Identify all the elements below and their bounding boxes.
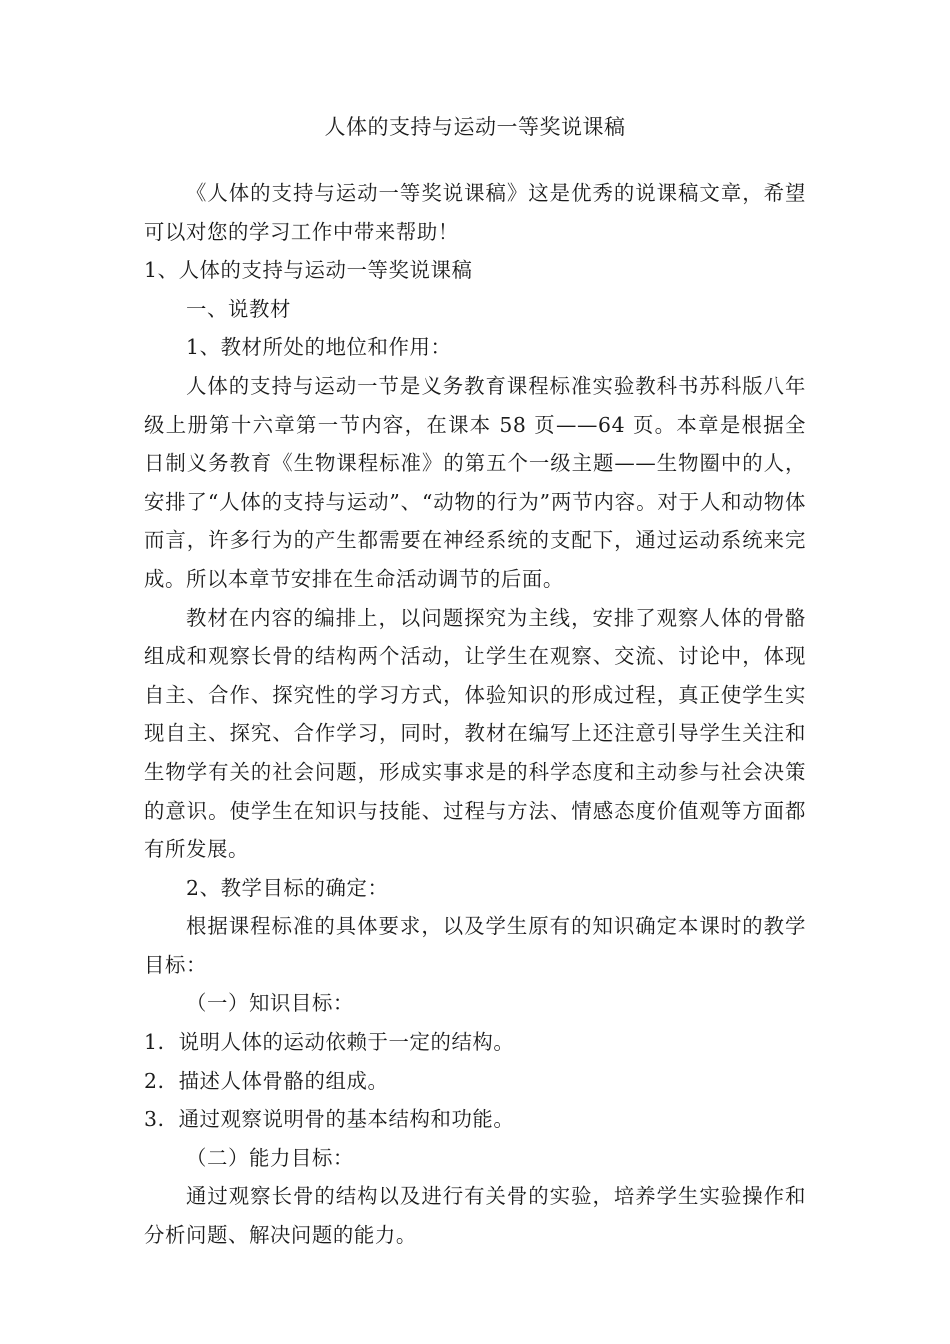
document-body: [144, 174, 806, 1255]
body-paragraph: 教材在内容的编排上，以问题探究为主线，安排了观察人体的骨骼组成和观察长骨的结构两个活动，让学生在观察、交流、讨论中，体现自主、合作、探究性的学习方式，体验知识的形成过程，真正使学生实现自主、探究、合作学习，同时，教材在编写上还注意引导学生关注和生物学有关的社会问题，形成实事求是的科学态度和主动参与社会决策的意识。使学生在知识与技能、过程与方法、情感态度价值观等方面都有所发展。: [144, 605, 806, 862]
body-paragraph: 根据课程标准的具体要求，以及学生原有的知识确定本课时的教学目标：: [144, 914, 806, 977]
subsection-heading: 一、说教材: [186, 296, 291, 321]
intro-paragraph: 《人体的支持与运动一等奖说课稿》这是优秀的说课稿文章，希望可以对您的学习工作中带来帮助！: [144, 181, 806, 244]
goal-heading: （一）知识目标：: [186, 991, 354, 1016]
body-paragraph: 通过观察长骨的结构以及进行有关骨的实验，培养学生实验操作和分析问题、解决问题的能力。: [144, 1184, 806, 1248]
list-item: 2．描述人体骨骼的组成。: [144, 1068, 389, 1093]
list-item: 3．通过观察说明骨的基本结构和功能。: [144, 1107, 515, 1132]
item-heading: 1、教材所处的地位和作用：: [186, 335, 452, 360]
document-title: 人体的支持与运动一等奖说课稿: [324, 115, 626, 139]
section-heading: 1、人体的支持与运动一等奖说课稿: [144, 258, 473, 283]
goal-heading: （二）能力目标：: [186, 1145, 354, 1170]
item-heading: 2、教学目标的确定：: [186, 875, 389, 900]
body-paragraph: 人体的支持与运动一节是义务教育课程标准实验教科书苏科版八年级上册第十六章第一节内容，在课本 58 页——64 页。本章是根据全日制义务教育《生物课程标准》的第五个一级主题——生物圈中的人，安排了“人体的支持与运动”、“动物的行为”两节内容。对于人和动物体而言，许多行为的产生都需要在神经系统的支配下，通过运动系统来完成。所以本章节安排在生命活动调节的后面。: [144, 373, 806, 591]
list-item: 1．说明人体的运动依赖于一定的结构。: [144, 1030, 515, 1055]
